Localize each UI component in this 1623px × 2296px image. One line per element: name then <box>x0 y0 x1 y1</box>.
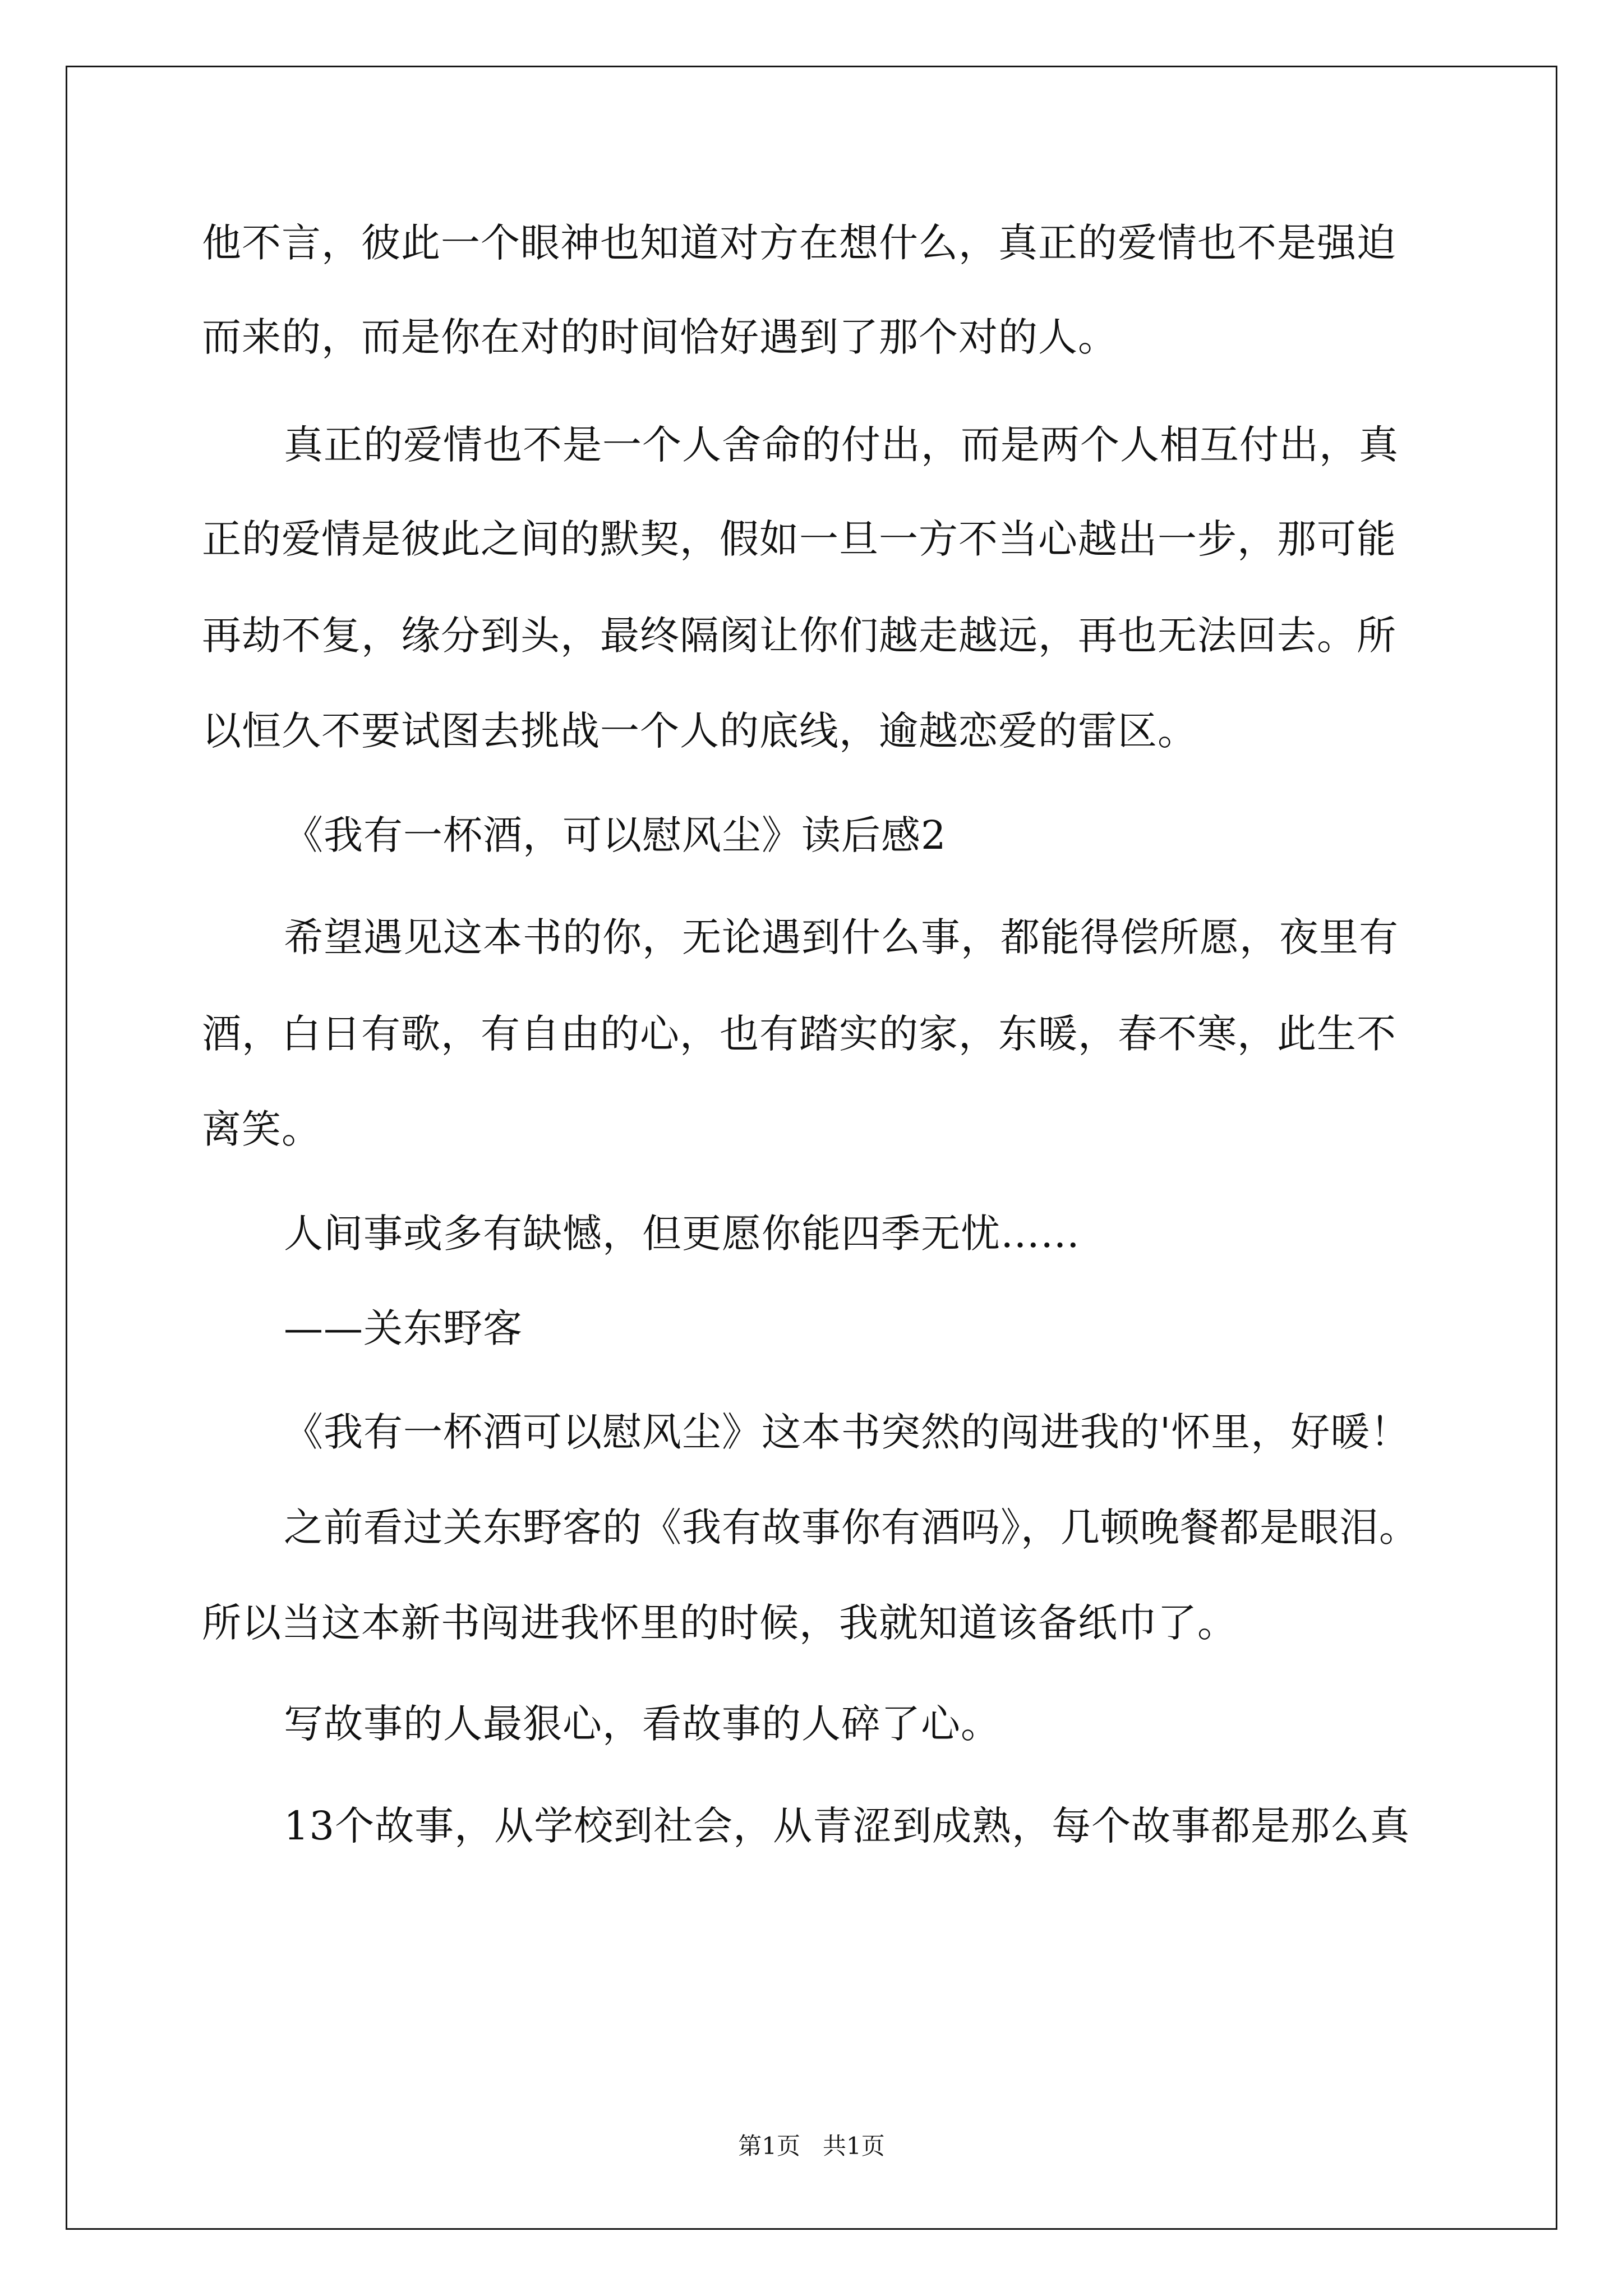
section-heading: 《我有一杯酒，可以慰风尘》读后感2 <box>284 812 947 858</box>
text-line: 正的爱情是彼此之间的默契，假如一旦一方不当心越出一步，那可能 <box>202 516 1396 562</box>
text-line: 他不言，彼此一个眼神也知道对方在想什么，真正的爱情也不是强迫 <box>202 220 1396 266</box>
page-footer: 第1页 共1页 <box>738 2132 885 2160</box>
text-line: 所以当这本新书闯进我怀里的时候，我就知道该备纸巾了。 <box>202 1600 1237 1646</box>
author-signature: ——关东野客 <box>284 1305 523 1351</box>
text-line: 再劫不复，缘分到头，最终隔阂让你们越走越远，再也无法回去。所 <box>202 613 1396 659</box>
text-line: 离笑。 <box>202 1106 321 1152</box>
text-line: 以恒久不要试图去挑战一个人的底线，逾越恋爱的雷区。 <box>202 708 1197 754</box>
paragraph-line: 13个故事，从学校到社会，从青涩到成熟，每个故事都是那么真 <box>284 1803 1410 1849</box>
paragraph-line: 真正的爱情也不是一个人舍命的付出，而是两个人相互付出，真 <box>284 422 1399 468</box>
text-line: 酒，白日有歌，有自由的心，也有踏实的家，东暖，春不寒，此生不 <box>202 1011 1396 1057</box>
paragraph-line: 人间事或多有缺憾，但更愿你能四季无忧…… <box>284 1211 1080 1257</box>
paragraph-line: 《我有一杯酒可以慰风尘》这本书突然的闯进我的'怀里，好暖！ <box>284 1409 1410 1455</box>
paragraph-line: 写故事的人最狠心，看故事的人碎了心。 <box>284 1701 1000 1747</box>
paragraph-line: 希望遇见这本书的你，无论遇到什么事，都能得偿所愿，夜里有 <box>284 914 1399 960</box>
text-line: 而来的，而是你在对的时间恰好遇到了那个对的人。 <box>202 314 1118 360</box>
paragraph-line: 之前看过关东野客的《我有故事你有酒吗》，几顿晚餐都是眼泪。 <box>284 1504 1419 1550</box>
